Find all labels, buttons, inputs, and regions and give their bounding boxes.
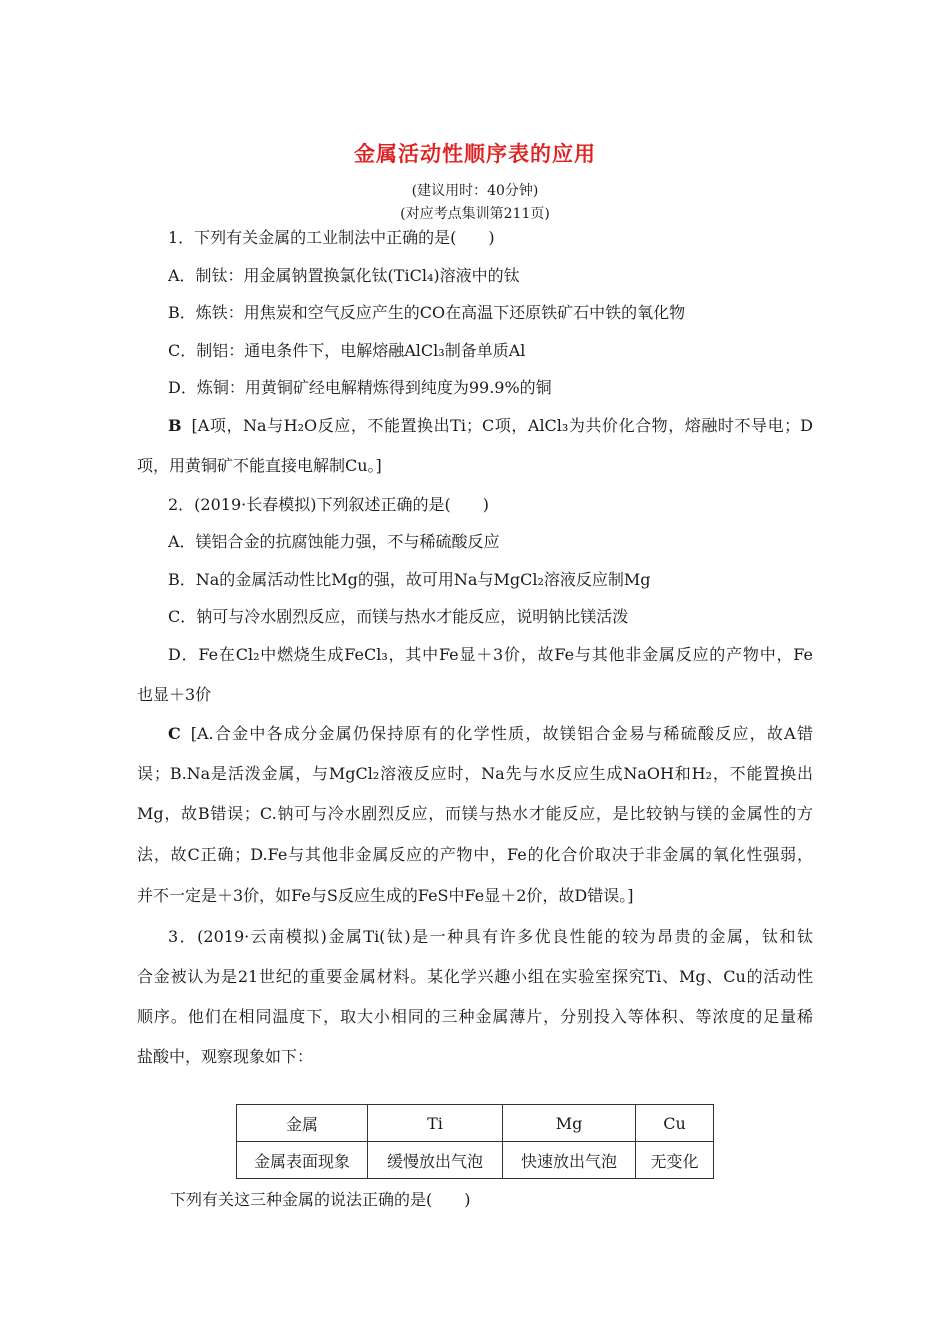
q2-explanation-line4: 法，故C正确；D.Fe与其他非金属反应的产物中，Fe的化合价取决于非金属的氧化性强弱， — [137, 845, 813, 864]
table-cell: 无变化 — [636, 1142, 714, 1179]
table-cell: Cu — [636, 1105, 714, 1142]
q3-paragraph-line1: 3．(2019·云南模拟)金属Ti(钛)是一种具有许多优良性能的较为昂贵的金属，钛和钛 — [168, 927, 813, 946]
q2-option-a: A．镁铝合金的抗腐蚀能力强，不与稀硫酸反应 — [168, 532, 500, 551]
q2-option-d-line1: D．Fe在Cl₂中燃烧生成FeCl₃，其中Fe显＋3价，故Fe与其他非金属反应的产物中，Fe — [168, 645, 813, 664]
q3-stem: 下列有关这三种金属的说法正确的是( ) — [170, 1190, 471, 1209]
table-cell: Mg — [503, 1105, 636, 1142]
q2-option-c: C．钠可与冷水剧烈反应，而镁与热水才能反应，说明钠比镁活泼 — [168, 607, 629, 626]
table-cell: 金属 — [237, 1105, 368, 1142]
q1-stem: 1．下列有关金属的工业制法中正确的是( ) — [168, 228, 495, 247]
table-row — [237, 1105, 714, 1142]
table-cell: Ti — [368, 1105, 503, 1142]
q2-explanation-line1: C [A.合金中各成分金属仍保持原有的化学性质，故镁铝合金易与稀硫酸反应，故A错 — [168, 724, 813, 743]
q3-paragraph-line3: 顺序。他们在相同温度下，取大小相同的三种金属薄片，分别投入等体积、等浓度的足量稀 — [137, 1007, 813, 1026]
q3-paragraph-line2: 合金被认为是21世纪的重要金属材料。某化学兴趣小组在实验室探究Ti、Mg、Cu的活动性 — [137, 967, 813, 986]
table-row — [237, 1142, 714, 1179]
page-title: 金属活动性顺序表的应用 — [354, 141, 596, 166]
table-cell: 缓慢放出气泡 — [368, 1142, 503, 1179]
table-cell: 快速放出气泡 — [503, 1142, 636, 1179]
table-cell: 金属表面现象 — [237, 1142, 368, 1179]
q1-explanation-line1: B [A项，Na与H₂O反应，不能置换出Ti；C项，AlCl₃为共价化合物，熔融时不导电；D — [168, 416, 813, 435]
suggested-time: (建议用时：40分钟) — [411, 183, 539, 199]
q1-explanation-line2: 项，用黄铜矿不能直接电解制Cu。] — [137, 456, 382, 475]
q1-option-c: C．制铝：通电条件下，电解熔融AlCl₃制备单质Al — [168, 341, 526, 360]
metal-observation-table — [236, 1104, 714, 1179]
q2-option-b: B．Na的金属活动性比Mg的强，故可用Na与MgCl₂溶液反应制Mg — [168, 570, 651, 589]
q1-answer: B — [168, 416, 182, 435]
q1-option-b: B．炼铁：用焦炭和空气反应产生的CO在高温下还原铁矿石中铁的氧化物 — [168, 303, 686, 322]
q3-paragraph-line4: 盐酸中，观察现象如下： — [137, 1047, 314, 1066]
q1-option-d: D．炼铜：用黄铜矿经电解精炼得到纯度为99.9%的铜 — [168, 378, 552, 397]
q2-answer: C — [168, 724, 181, 743]
q2-explanation-line2: 误；B.Na是活泼金属，与MgCl₂溶液反应时，Na先与水反应生成NaOH和H₂，不能置换出 — [137, 764, 813, 783]
q2-explanation-line5: 并不一定是＋3价，如Fe与S反应生成的FeS中Fe显＋2价，故D错误。] — [137, 886, 634, 905]
q2-option-d-line2: 也显＋3价 — [137, 685, 212, 704]
reference-page: (对应考点集训第211页) — [400, 206, 550, 222]
q2-explanation-line3: Mg，故B错误；C.钠可与冷水剧烈反应，而镁与热水才能反应，是比较钠与镁的金属性的方 — [137, 804, 813, 823]
q2-stem: 2．(2019·长春模拟)下列叙述正确的是( ) — [168, 495, 489, 514]
q1-option-a: A．制钛：用金属钠置换氯化钛(TiCl₄)溶液中的钛 — [168, 266, 520, 285]
